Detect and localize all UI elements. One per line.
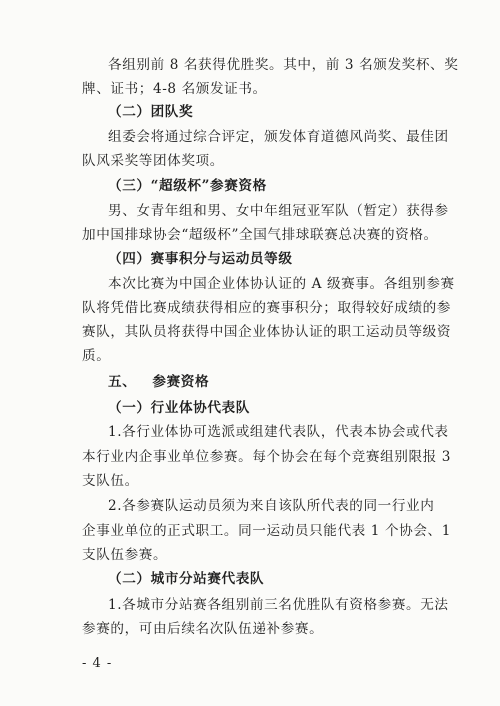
paragraph-line: 本次比赛为中国企业体协认证的 A 级赛事。各组别参赛: [108, 276, 455, 292]
page-number: - 4 -: [82, 656, 113, 671]
paragraph-line: 赛队，其队员将获得中国企业体协认证的职工运动员等级资: [82, 324, 452, 340]
paragraph-line: 本行业内企事业单位参赛。每个协会在每个竞赛组别限报 3: [82, 449, 452, 465]
paragraph-line: 组委会将通过综合评定，颁发体育道德风尚奖、最佳团: [108, 129, 449, 145]
paragraph-line: 1.各行业体协可选派或组建代表队，代表本协会或代表: [108, 424, 449, 440]
paragraph-line: 队将凭借比赛成绩获得相应的赛事积分；取得较好成绩的参: [82, 300, 452, 316]
paragraph-line: 各组别前 8 名获得优胜奖。其中，前 3 名颁发奖杯、奖: [108, 57, 459, 73]
paragraph-line: 参赛的，可由后续名次队伍递补参赛。: [82, 621, 324, 637]
paragraph-line: 企事业单位的正式职工。同一运动员只能代表 1 个协会、1: [82, 523, 451, 539]
chapter-heading: 五、 参赛资格: [108, 374, 210, 390]
section-heading: （二）团队奖: [108, 104, 194, 120]
paragraph-line: 男、女青年组和男、女中年组冠亚军队（暂定）获得参: [108, 203, 449, 219]
paragraph-line: 支队伍参赛。: [82, 547, 168, 563]
section-heading: （四）赛事积分与运动员等级: [108, 251, 293, 267]
paragraph-line: 质。: [82, 348, 111, 364]
paragraph-line: 2.各参赛队运动员须为来自该队所代表的同一行业内: [108, 498, 435, 514]
paragraph-line: 队风采奖等团体奖项。: [82, 153, 224, 169]
paragraph-line: 1.各城市分站赛各组别前三名优胜队有资格参赛。无法: [108, 597, 449, 613]
section-heading: （三）“超级杯”参赛资格: [108, 178, 267, 194]
paragraph-line: 支队伍。: [82, 473, 139, 489]
section-heading: （二）城市分站赛代表队: [108, 571, 265, 587]
paragraph-line: 牌、证书；4-8 名颁发证书。: [82, 81, 267, 97]
paragraph-line: 加中国排球协会“超级杯”全国气排球联赛总决赛的资格。: [82, 227, 438, 243]
section-heading: （一）行业体协代表队: [108, 400, 250, 416]
